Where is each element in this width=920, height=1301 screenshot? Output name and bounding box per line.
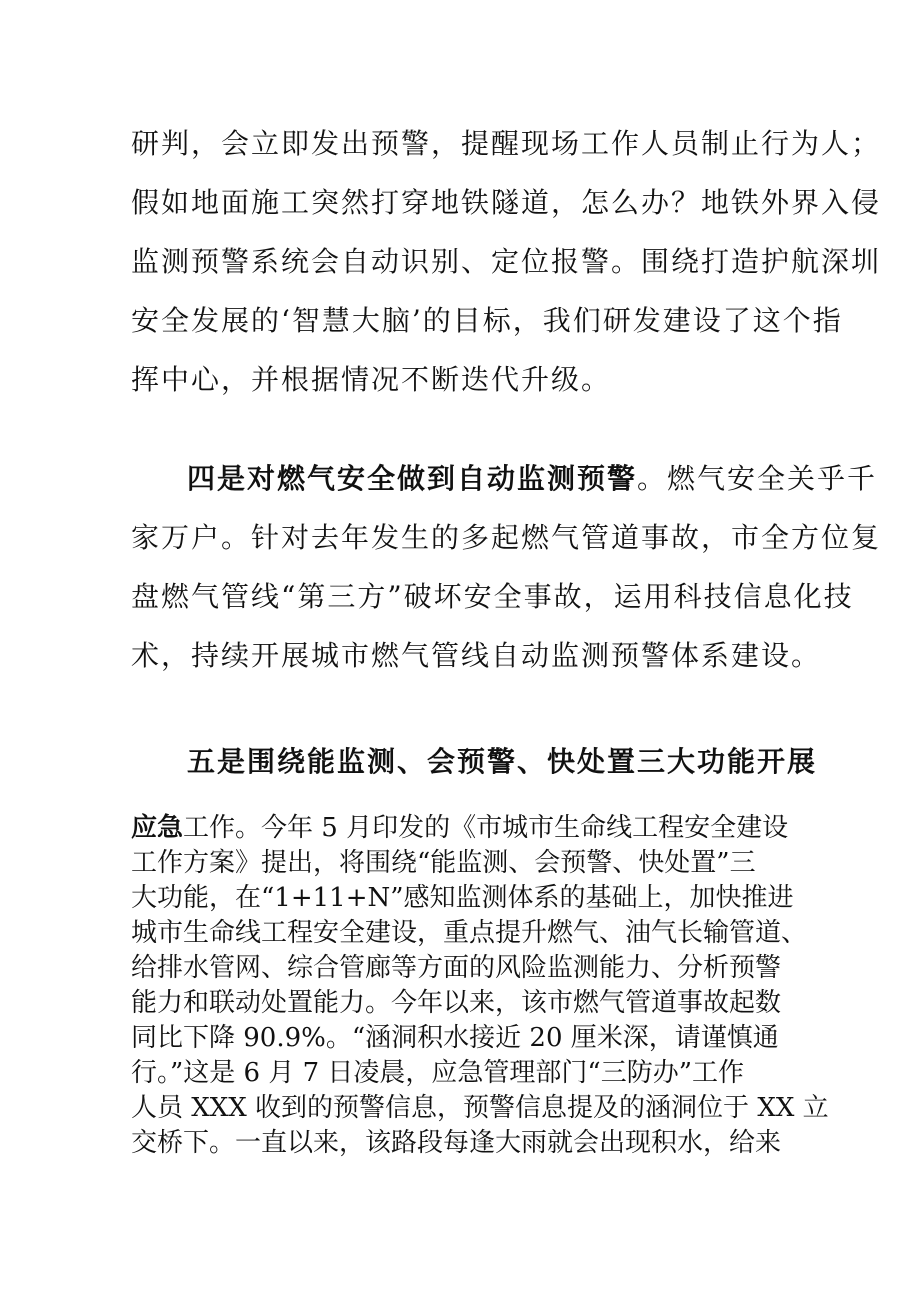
- paragraph2-line-1-rest: 。燃气安全关乎千: [637, 462, 878, 495]
- paragraph1-line-3: 监测预警系统会自动识别、定位报警。围绕打造护航深圳: [131, 245, 882, 278]
- paragraph2-line-3: 盘燃气管线“第三方”破坏安全事故，运用科技信息化技: [131, 580, 854, 613]
- paragraph3-line-9: 行。”这是 6 月 7 日凌晨，应急管理部门“三防办”工作: [131, 1058, 745, 1088]
- paragraph2-line-4: 术，持续开展城市燃气管线自动监测预警体系建设。: [131, 639, 822, 672]
- paragraph3-line-5: 城市生命线工程安全建设，重点提升燃气、油气长输管道、: [131, 918, 808, 948]
- paragraph3-line-8: 同比下降 90.9%。“涵洞积水接近 20 厘米深，请谨慎通: [131, 1023, 779, 1053]
- paragraph3-line-7: 能力和联动处置能力。今年以来，该市燃气管道事故起数: [131, 988, 782, 1018]
- paragraph1-line-1: 研判，会立即发出预警，提醒现场工作人员制止行为人；: [131, 127, 882, 160]
- paragraph3-line-3: 工作方案》提出，将围绕“能监测、会预警、快处置”三: [131, 848, 756, 878]
- paragraph1-line-5: 挥中心，并根据情况不断迭代升级。: [131, 363, 612, 396]
- paragraph3-line-2-rest: 工作。今年 5 月印发的《市城市生命线工程安全建设: [183, 813, 789, 843]
- paragraph1-line-4: 安全发展的‘智慧大脑’的目标，我们研发建设了这个指: [131, 304, 843, 337]
- paragraph2-heading: 四是对燃气安全做到自动监测预警: [187, 462, 638, 495]
- paragraph3-line-6: 给排水管网、综合管廊等方面的风险监测能力、分析预警: [131, 953, 782, 983]
- paragraph3-heading-line-1: 五是围绕能监测、会预警、快处置三大功能开展: [187, 745, 818, 778]
- paragraph3-line-4: 大功能，在“1+11+N”感知监测体系的基础上，加快推进: [131, 883, 794, 913]
- paragraph3-heading-line-2: 应急: [131, 813, 184, 843]
- paragraph3-line-11: 交桥下。一直以来，该路段每逢大雨就会出现积水，给来: [131, 1128, 782, 1158]
- paragraph2-line-1: [187, 462, 877, 496]
- paragraph2-line-2: 家万户。针对去年发生的多起燃气管道事故，市全方位复: [131, 521, 882, 554]
- paragraph3-line-10: 人员 XXX 收到的预警信息，预警信息提及的涵洞位于 XX 立: [131, 1093, 829, 1123]
- paragraph3-line-2: [131, 812, 788, 844]
- paragraph1-line-2: 假如地面施工突然打穿地铁隧道，怎么办？地铁外界入侵: [131, 186, 882, 219]
